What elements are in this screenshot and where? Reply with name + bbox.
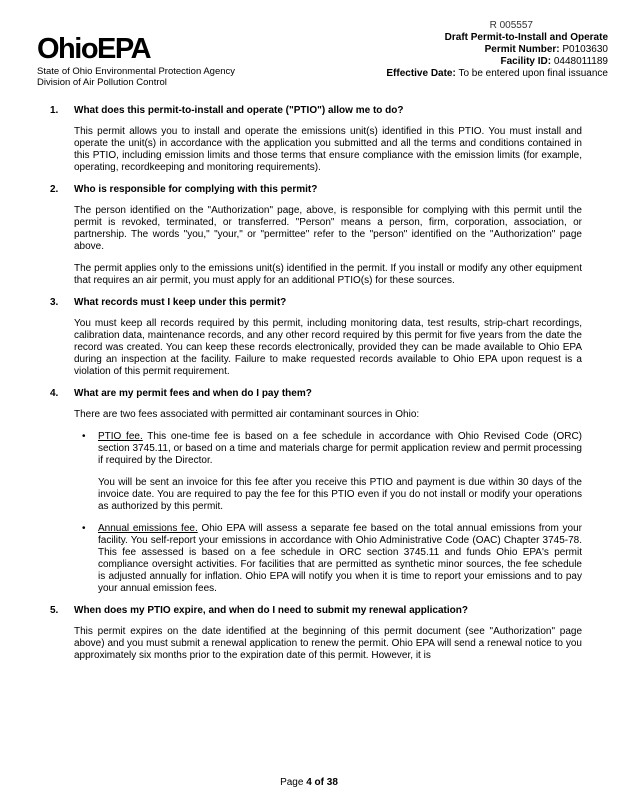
permit-header [386, 32, 608, 80]
page-footer: Page 4 of 38 [280, 777, 338, 788]
fee-term: PTIO fee. [98, 431, 143, 442]
effective-label: Effective Date: [386, 68, 456, 79]
paragraph: This permit allows you to install and operate the emissions unit(s) identified in this PTIO. You must install and operate the unit(s) in accordance with the application you submitted and all the terms and conditions contained in this PTIO, including emission limits and those terms that ensure compliance with the emission limits (for example, operating, recordkeeping and monitoring requirements). [74, 126, 582, 173]
question-heading: 2. Who is responsible for complying with this permit? [50, 184, 318, 195]
question-heading: 1. What does this permit-to-install and operate ("PTIO") allow me to do? [50, 105, 404, 116]
fee-list [74, 431, 582, 595]
list-item: • Annual emissions fee. Ohio EPA will assess a separate fee based on the total annual emissions from your facility. You self-report your emissions in accordance with Ohio Administrative Code (OAC) Chapter 3745-78. This fee assessed is based on a fee schedule in ORC section 3745.11 and funds Ohio EPA's permit compliance oversight activities. For facilities that are permitted as synthetic minor sources, the fee schedule is adjusted annually for inflation. Ohio EPA will notify you when it is time to report your emissions and to pay your annual emission fees. [74, 523, 582, 595]
agency-line-1: State of Ohio Environmental Protection Agency [37, 66, 236, 77]
fee-term: Annual emissions fee. [98, 523, 198, 534]
paragraph: The person identified on the "Authorization" page, above, is responsible for complying with this permit until the permit is revoked, terminated, or transferred. "Person" means a person, firm, corporation, association, or partnership. The words "you," "your," or "permittee" refer to the "person" identified on the "Authorization" page above. [74, 205, 582, 252]
facility-label: Facility ID: [500, 56, 552, 67]
question-heading: 4. What are my permit fees and when do I pay them? [50, 388, 312, 399]
list-item: • PTIO fee. This one-time fee is based on a fee schedule in accordance with Ohio Revised Code (ORC) section 3745.11, or based on a time and materials charge for permit application review and permit processing if required by the Director. You will be sent an invoice for this fee after you receive this PTIO and payment is due within 30 days of the invoice date. You are required to pay the fee for this PTIO even if you do not install or modify your operations as authorized by this permit. [74, 431, 582, 513]
facility-id: 0448011189 [553, 56, 608, 67]
paragraph: There are two fees associated with permitted air contaminant sources in Ohio: [74, 409, 420, 420]
bullet-icon: • [82, 431, 86, 442]
agency-block [37, 66, 235, 88]
record-id: R 005557 [489, 20, 533, 31]
fee-detail: You will be sent an invoice for this fee after you receive this PTIO and payment is due within 30 days of the invoice date. You are required to pay the fee for this PTIO even if you do not install or modify your operations as authorized by this permit. [98, 477, 582, 512]
permit-number: P0103630 [562, 44, 608, 55]
paragraph: The permit applies only to the emissions unit(s) identified in the permit. If you install or modify any other equipment that requires an air permit, you must apply for an additional PTIO(s) for these sources. [74, 263, 582, 286]
effective-date: To be entered upon final issuance [458, 68, 608, 79]
document-body [50, 105, 582, 672]
page-number: 4 [306, 777, 312, 788]
paragraph: You must keep all records required by this permit, including monitoring data, test results, strip-chart recordings, calibration data, maintenance records, and any other record required by this permit for five years from the date the record was created. You can keep these records electronically, provided they can be made available to Ohio EPA during an inspection at the facility. Failure to make requested records available to Ohio EPA upon request is a violation of this permit requirement. [74, 318, 582, 377]
question-heading: 5. When does my PTIO expire, and when do I need to submit my renewal application? [50, 605, 468, 616]
permit-label: Permit Number: [484, 44, 560, 55]
doc-title: Draft Permit-to-Install and Operate [444, 32, 608, 43]
question-heading: 3. What records must I keep under this permit? [50, 297, 287, 308]
ohio-epa-logo: OhioEPA [37, 33, 151, 65]
bullet-icon: • [82, 523, 86, 534]
page-total: 38 [326, 777, 338, 788]
paragraph: This permit expires on the date identified at the beginning of this permit document (see "Authorization" page above) and you must submit a renewal application to renew the permit. Ohio EPA will send a renewal notice to you approximately six months prior to the expiration date of this permit. However, it is [74, 626, 582, 661]
agency-line-2: Division of Air Pollution Control [37, 77, 167, 88]
